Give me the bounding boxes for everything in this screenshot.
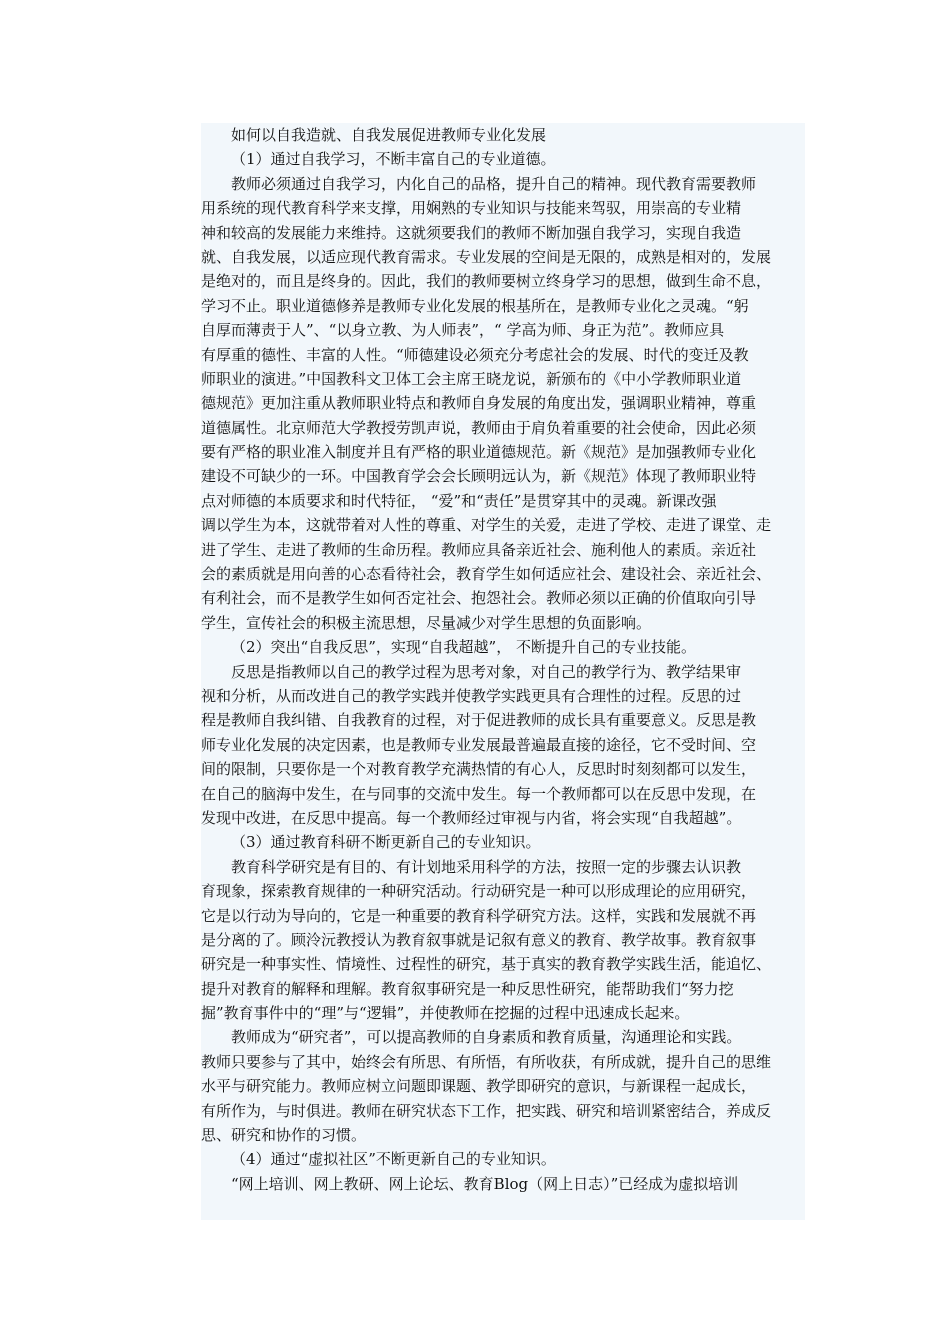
text-line: 师专业化发展的决定因素，也是教师专业发展最普遍最直接的途径，它不受时间、空 xyxy=(201,735,757,754)
section-heading: （4）通过“虚拟社区”不断更新自己的专业知识。 xyxy=(231,1150,556,1169)
section-heading: （1）通过自我学习，不断丰富自己的专业道德。 xyxy=(231,150,556,169)
text-line: 有所作为，与时俱进。教师在研究状态下工作，把实践、研究和培训紧密结合，养成反 xyxy=(201,1101,772,1120)
text-line: 反思是指教师以自己的教学过程为思考对象，对自己的教学行为、教学结果审 xyxy=(231,662,742,681)
text-line: 视和分析，从而改进自己的教学实践并使教学实践更具有合理性的过程。反思的过 xyxy=(201,686,742,705)
text-line: 育现象，探索教育规律的一种研究活动。行动研究是一种可以形成理论的应用研究， xyxy=(201,882,757,901)
text-line: 点对师德的本质要求和时代特征， “爱”和“责任”是贯穿其中的灵魂。新课改强 xyxy=(201,491,717,510)
text-line: 提升对教育的解释和理解。教育叙事研究是一种反思性研究，能帮助我们“努力挖 xyxy=(201,979,734,998)
section-heading: （2）突出“自我反思”，实现“自我超越”， 不断提升自己的专业技能。 xyxy=(231,638,696,657)
text-line: 教师必须通过自我学习，内化自己的品格，提升自己的精神。现代教育需要教师 xyxy=(231,174,757,193)
text-line: 它是以行动为导向的，它是一种重要的教育科学研究方法。这样，实践和发展就不再 xyxy=(201,906,757,925)
text-line: 发现中改进，在反思中提高。每一个教师经过审视与内省，将会实现“自我超越”。 xyxy=(201,808,742,827)
text-line: 间的限制，只要你是一个对教育教学充满热情的有心人，反思时时刻刻都可以发生， xyxy=(201,760,757,779)
text-line: 是分离的了。顾泠沅教授认为教育叙事就是记叙有意义的教育、教学故事。教育叙事 xyxy=(201,930,757,949)
section-heading: （3）通过教育科研不断更新自己的专业知识。 xyxy=(231,833,541,852)
text-line: 用系统的现代教育科学来支撑，用娴熟的专业知识与技能来驾驭，用崇高的专业精 xyxy=(201,199,742,218)
text-line: 教育科学研究是有目的、有计划地采用科学的方法，按照一定的步骤去认识教 xyxy=(231,857,742,876)
text-line: 学生，宣传社会的积极主流思想，尽量减少对学生思想的负面影响。 xyxy=(201,613,652,632)
text-line: 师职业的演进。”中国教科文卫体工会主席王晓龙说，新颁布的《中小学教师职业道 xyxy=(201,369,742,388)
text-line: 有利社会，而不是教学生如何否定社会、抱怨社会。教师必须以正确的价值取向引导 xyxy=(201,589,757,608)
text-line: 教师成为“研究者”，可以提高教师的自身素质和教育质量，沟通理论和实践。 xyxy=(231,1028,742,1047)
text-line: 进了学生、走进了教师的生命历程。教师应具备亲近社会、施利他人的素质。亲近社 xyxy=(201,540,757,559)
text-line: 研究是一种事实性、情境性、过程性的研究，基于真实的教育教学实践生活，能追忆、 xyxy=(201,955,772,974)
text-line: 神和较高的发展能力来维持。这就须要我们的教师不断加强自我学习，实现自我造 xyxy=(201,223,742,242)
text-line: 自厚而薄责于人”、“以身立教、为人师表”，“ 学高为师、身正为范”。教师应具 xyxy=(201,321,725,340)
text-line: 掘”教育事件中的“理”与“逻辑”，并使教师在挖掘的过程中迅速成长起来。 xyxy=(201,1004,690,1023)
text-line: 有厚重的德性、丰富的人性。“师德建设必须充分考虑社会的发展、时代的变迁及教 xyxy=(201,345,749,364)
text-line: 就、自我发展，以适应现代教育需求。专业发展的空间是无限的，成熟是相对的，发展 xyxy=(201,247,772,266)
text-line: 教师只要参与了其中，始终会有所思、有所悟，有所收获，有所成就，提升自己的思维 xyxy=(201,1052,772,1071)
document-body xyxy=(201,123,805,1220)
text-line: 调以学生为本，这就带着对人性的尊重、对学生的关爱，走进了学校、走进了课堂、走 xyxy=(201,516,772,535)
text-line: 道德属性。北京师范大学教授劳凯声说，教师由于肩负着重要的社会使命，因此必须 xyxy=(201,418,757,437)
text-line: 学习不止。职业道德修养是教师专业化发展的根基所在，是教师专业化之灵魂。“躬 xyxy=(201,296,749,315)
text-line: 思、研究和协作的习惯。 xyxy=(201,1126,367,1145)
text-line: 程是教师自我纠错、自我教育的过程，对于促进教师的成长具有重要意义。反思是教 xyxy=(201,711,757,730)
text-line: 在自己的脑海中发生，在与同事的交流中发生。每一个教师都可以在反思中发现，在 xyxy=(201,784,757,803)
text-line: “网上培训、网上教研、网上论坛、教育Blog（网上日志）”已经成为虚拟培训 xyxy=(231,1174,739,1193)
document-title: 如何以自我造就、自我发展促进教师专业化发展 xyxy=(231,126,547,144)
text-line: 要有严格的职业准入制度并且有严格的职业道德规范。新《规范》是加强教师专业化 xyxy=(201,443,757,462)
text-line: 会的素质就是用向善的心态看待社会，教育学生如何适应社会、建设社会、亲近社会、 xyxy=(201,565,772,584)
text-line: 德规范》更加注重从教师职业特点和教师自身发展的角度出发，强调职业精神，尊重 xyxy=(201,394,757,413)
text-line: 建设不可缺少的一环。中国教育学会会长顾明远认为，新《规范》体现了教师职业特 xyxy=(201,467,757,486)
text-line: 是绝对的，而且是终身的。因此，我们的教师要树立终身学习的思想，做到生命不息， xyxy=(201,272,772,291)
text-line: 水平与研究能力。教师应树立问题即课题、教学即研究的意识，与新课程一起成长， xyxy=(201,1077,757,1096)
